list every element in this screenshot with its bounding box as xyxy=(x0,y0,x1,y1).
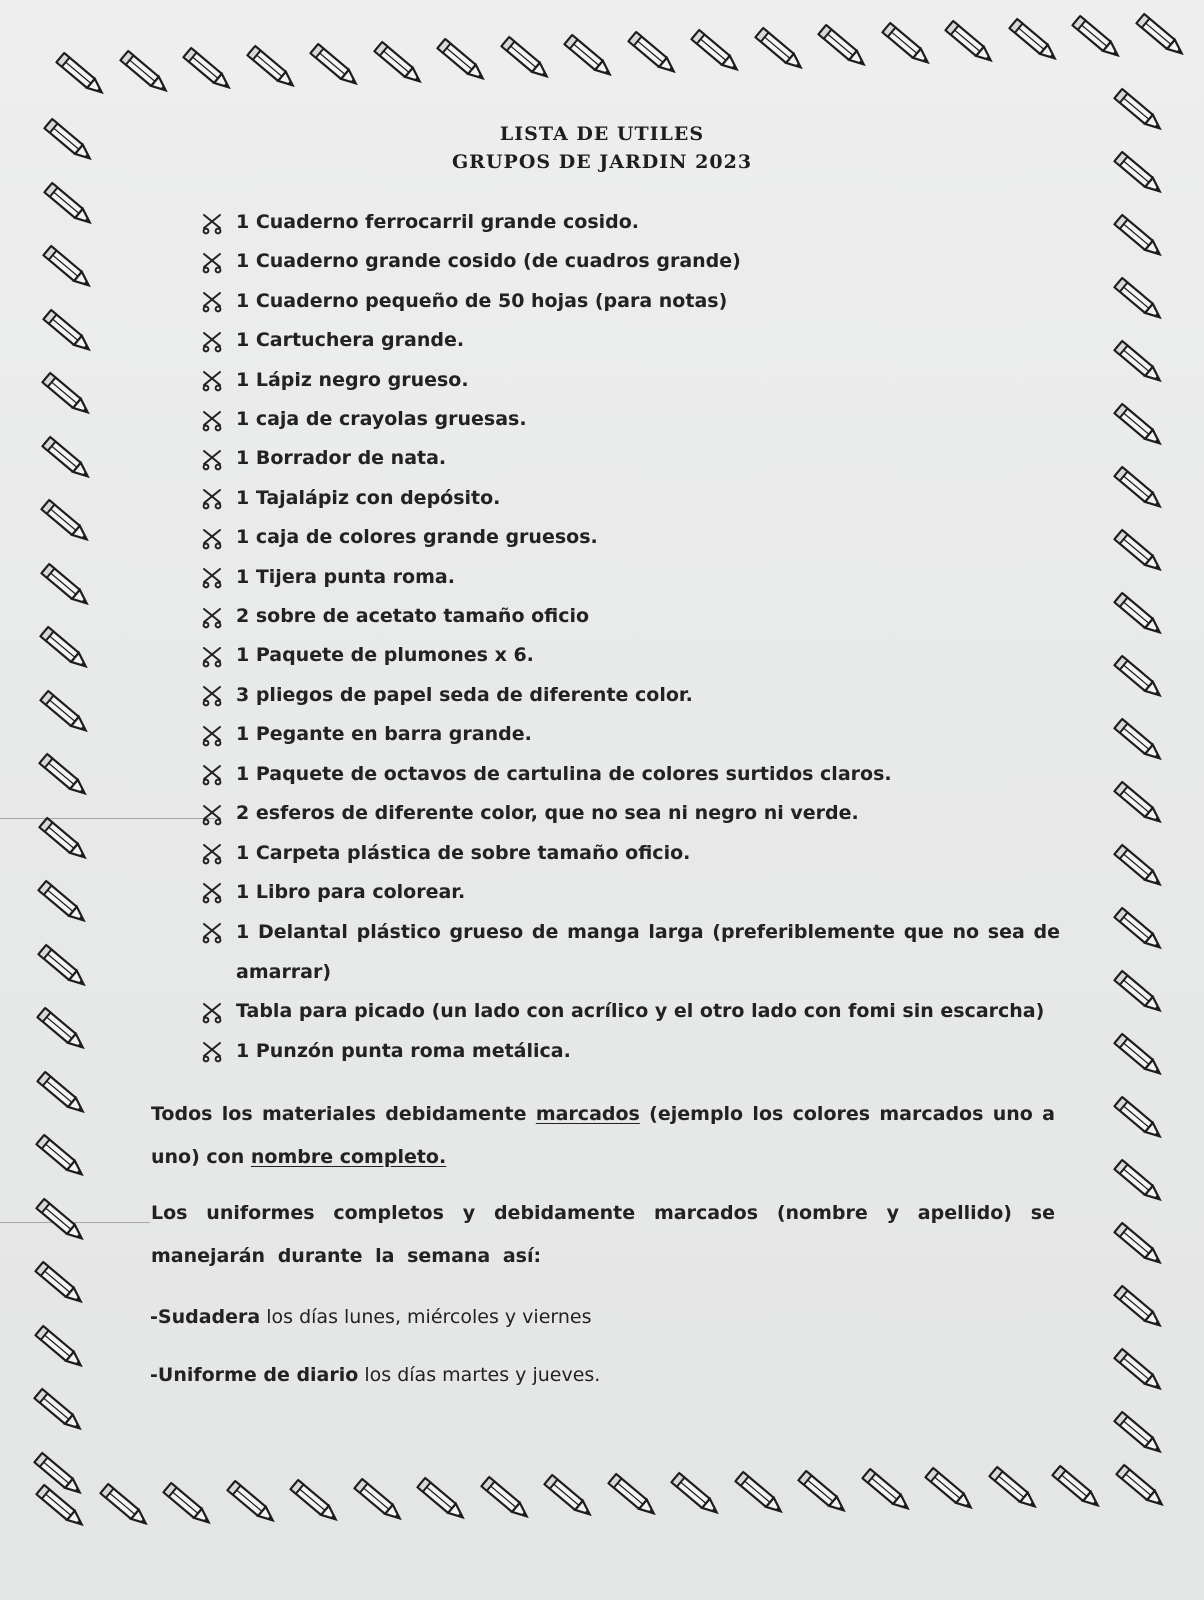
pencil-icon xyxy=(30,1476,92,1538)
pencil-icon xyxy=(1003,10,1065,72)
pencil-icon xyxy=(983,1458,1045,1520)
list-item xyxy=(200,439,1060,478)
list-item-text: 1 caja de colores grande gruesos. xyxy=(236,526,598,549)
schedule-uniform: -Uniforme de diario xyxy=(150,1364,359,1386)
pencil-icon xyxy=(1108,1025,1170,1087)
list-item xyxy=(200,597,1060,636)
pencil-icon xyxy=(1108,269,1170,331)
scissors-icon xyxy=(200,1032,236,1071)
list-item xyxy=(200,834,1060,873)
list-item xyxy=(200,794,1060,833)
pencil-icon xyxy=(304,35,366,97)
pencil-icon xyxy=(475,1468,537,1530)
supplies-list xyxy=(200,203,1060,1071)
pencil-icon xyxy=(221,1472,283,1534)
materials-note-text: (ejemplo los colores marcados uno a uno) con xyxy=(151,1103,1055,1168)
pencil-icon xyxy=(729,1463,791,1525)
pencil-icon xyxy=(1108,710,1170,772)
scissors-icon xyxy=(200,203,236,242)
scissors-icon xyxy=(200,439,236,478)
pencil-icon xyxy=(622,23,684,85)
pencil-icon xyxy=(1130,5,1192,67)
scissors-icon xyxy=(200,755,236,794)
list-item-text: 1 caja de crayolas gruesas. xyxy=(236,408,527,431)
scissors-icon xyxy=(200,794,236,833)
list-item-text: 2 esferos de diferente color, que no sea ni negro ni verde. xyxy=(236,802,859,825)
list-item xyxy=(200,479,1060,518)
pencil-icon xyxy=(284,1471,346,1533)
list-item-text: 1 Paquete de plumones x 6. xyxy=(236,644,534,667)
schedule-line xyxy=(150,1360,600,1390)
pencil-icon xyxy=(34,618,96,680)
pencil-icon xyxy=(1108,1151,1170,1213)
list-item xyxy=(200,992,1060,1031)
list-item xyxy=(200,400,1060,439)
pencil-icon xyxy=(856,1460,918,1522)
scissors-icon xyxy=(200,479,236,518)
pencil-icon xyxy=(35,491,97,553)
scissors-icon xyxy=(200,912,236,951)
scissors-icon xyxy=(200,636,236,675)
pencil-icon xyxy=(538,1466,600,1528)
pencil-icon xyxy=(876,14,938,76)
pencil-icon xyxy=(94,1475,156,1537)
materials-note xyxy=(151,1093,1055,1179)
pencil-icon xyxy=(792,1462,854,1524)
pencil-icon xyxy=(1108,899,1170,961)
list-item xyxy=(200,912,1060,992)
list-item xyxy=(200,242,1060,281)
list-item-text: 1 Libro para colorear. xyxy=(236,880,466,903)
scissors-icon xyxy=(200,400,236,439)
pencil-icon xyxy=(30,1190,92,1252)
scissors-icon xyxy=(200,715,236,754)
list-item xyxy=(200,676,1060,715)
pencil-icon xyxy=(1108,521,1170,583)
pencil-icon xyxy=(33,745,95,807)
document-title xyxy=(0,120,1204,176)
pencil-icon xyxy=(495,28,557,90)
pencil-icon xyxy=(32,936,94,998)
pencil-icon xyxy=(1108,332,1170,394)
pencil-icon xyxy=(685,21,747,83)
pencil-icon xyxy=(602,1465,664,1527)
list-item-text: 1 Borrador de nata. xyxy=(236,447,447,470)
pencil-icon xyxy=(939,12,1001,74)
pencil-icon xyxy=(1108,1088,1170,1150)
list-item xyxy=(200,203,1060,242)
scissors-icon xyxy=(200,282,236,321)
schedule-days: los días martes y jueves. xyxy=(358,1364,601,1386)
scissors-icon xyxy=(200,558,236,597)
list-item xyxy=(200,636,1060,675)
scissors-icon xyxy=(200,518,236,557)
scissors-icon xyxy=(200,992,236,1031)
pencil-icon xyxy=(177,39,239,101)
list-item-text: 1 Cuaderno pequeño de 50 hojas (para notas) xyxy=(236,289,728,312)
list-item-text: 1 Cuaderno grande cosido (de cuadros grande) xyxy=(236,250,741,273)
list-item-text: 1 Tijera punta roma. xyxy=(236,565,455,588)
list-item xyxy=(200,1032,1060,1071)
pencil-icon xyxy=(1108,584,1170,646)
pencil-icon xyxy=(38,174,100,236)
pencil-icon xyxy=(30,1126,92,1188)
list-item-text: 1 Cartuchera grande. xyxy=(236,329,465,352)
pencil-icon xyxy=(29,1317,91,1379)
materials-note-text: Todos los materiales debidamente xyxy=(151,1103,536,1125)
list-item xyxy=(200,873,1060,912)
list-item xyxy=(200,715,1060,754)
list-item xyxy=(200,558,1060,597)
schedule-days: los días lunes, miércoles y viernes xyxy=(260,1306,592,1328)
pencil-icon xyxy=(348,1470,410,1532)
scissors-icon xyxy=(200,361,236,400)
pencil-icon xyxy=(1108,773,1170,835)
scissors-icon xyxy=(200,242,236,281)
pencil-icon xyxy=(1108,1277,1170,1339)
pencil-icon xyxy=(114,42,176,104)
title-line: GRUPOS DE JARDIN 2023 xyxy=(451,151,753,173)
pencil-icon xyxy=(919,1459,981,1521)
pencil-icon xyxy=(32,872,94,934)
pencil-icon xyxy=(37,237,99,299)
pencil-icon xyxy=(50,44,112,106)
schedule-line xyxy=(150,1302,592,1332)
list-item-text: 1 Punzón punta roma metálica. xyxy=(236,1039,571,1062)
pencil-icon xyxy=(431,30,493,92)
schedule-uniform: -Sudadera xyxy=(150,1306,261,1328)
pencil-icon xyxy=(34,682,96,744)
pencil-icon xyxy=(36,364,98,426)
pencil-icon xyxy=(1108,458,1170,520)
scissors-icon xyxy=(200,676,236,715)
scissors-icon xyxy=(200,321,236,360)
list-item-text: 1 Pegante en barra grande. xyxy=(236,723,532,746)
pencil-icon xyxy=(1110,1456,1172,1518)
pencil-icon xyxy=(558,26,620,88)
pencil-icon xyxy=(1108,836,1170,898)
pencil-icon xyxy=(749,19,811,81)
materials-note-underlined: marcados xyxy=(535,1103,640,1125)
title-line: LISTA DE UTILES xyxy=(499,123,705,145)
scissors-icon xyxy=(200,834,236,873)
pencil-icon xyxy=(1108,206,1170,268)
pencil-icon xyxy=(1108,962,1170,1024)
list-item xyxy=(200,321,1060,360)
pencil-icon xyxy=(33,809,95,871)
pencil-icon xyxy=(157,1474,219,1536)
list-item-text: 1 Paquete de octavos de cartulina de colores surtidos claros. xyxy=(236,762,892,785)
scissors-icon xyxy=(200,597,236,636)
pencil-icon xyxy=(368,33,430,95)
pencil-icon xyxy=(411,1469,473,1531)
pencil-icon xyxy=(1108,395,1170,457)
list-item-text: 1 Cuaderno ferrocarril grande cosido. xyxy=(236,211,640,233)
pencil-icon xyxy=(1108,1340,1170,1402)
list-item xyxy=(200,518,1060,557)
pencil-icon xyxy=(812,16,874,78)
list-item xyxy=(200,361,1060,400)
pencil-icon xyxy=(35,555,97,617)
list-item-text: 1 Delantal plástico grueso de manga larga (preferiblemente que no sea de amarrar) xyxy=(236,921,1060,984)
list-item xyxy=(200,755,1060,794)
list-item-text: Tabla para picado (un lado con acrílico y el otro lado con fomi sin escarcha) xyxy=(236,1000,1045,1023)
list-item-text: 2 sobre de acetato tamaño oficio xyxy=(236,605,590,628)
uniforms-note: Los uniformes completos y debidamente marcados (nombre y apellido) se manejarán durante la semana así: xyxy=(151,1202,1055,1267)
scissors-icon xyxy=(200,873,236,912)
list-item-text: 1 Lápiz negro grueso. xyxy=(236,368,469,391)
pencil-icon xyxy=(1108,1214,1170,1276)
pencil-icon xyxy=(1066,7,1128,69)
pencil-icon xyxy=(31,1063,93,1125)
pencil-icon xyxy=(1046,1457,1108,1519)
pencil-icon xyxy=(241,37,303,99)
list-item-text: 1 Tajalápiz con depósito. xyxy=(236,486,501,509)
pencil-icon xyxy=(29,1253,91,1315)
pencil-icon xyxy=(36,428,98,490)
list-item xyxy=(200,282,1060,321)
materials-note-underlined: nombre completo. xyxy=(250,1146,447,1168)
list-item-text: 1 Carpeta plástica de sobre tamaño oficio. xyxy=(236,841,691,864)
pencil-icon xyxy=(31,999,93,1061)
pencil-icon xyxy=(37,301,99,363)
pencil-icon xyxy=(1108,647,1170,709)
pencil-icon xyxy=(28,1380,90,1442)
pencil-icon xyxy=(665,1464,727,1526)
list-item-text: 3 pliegos de papel seda de diferente color. xyxy=(236,683,693,706)
